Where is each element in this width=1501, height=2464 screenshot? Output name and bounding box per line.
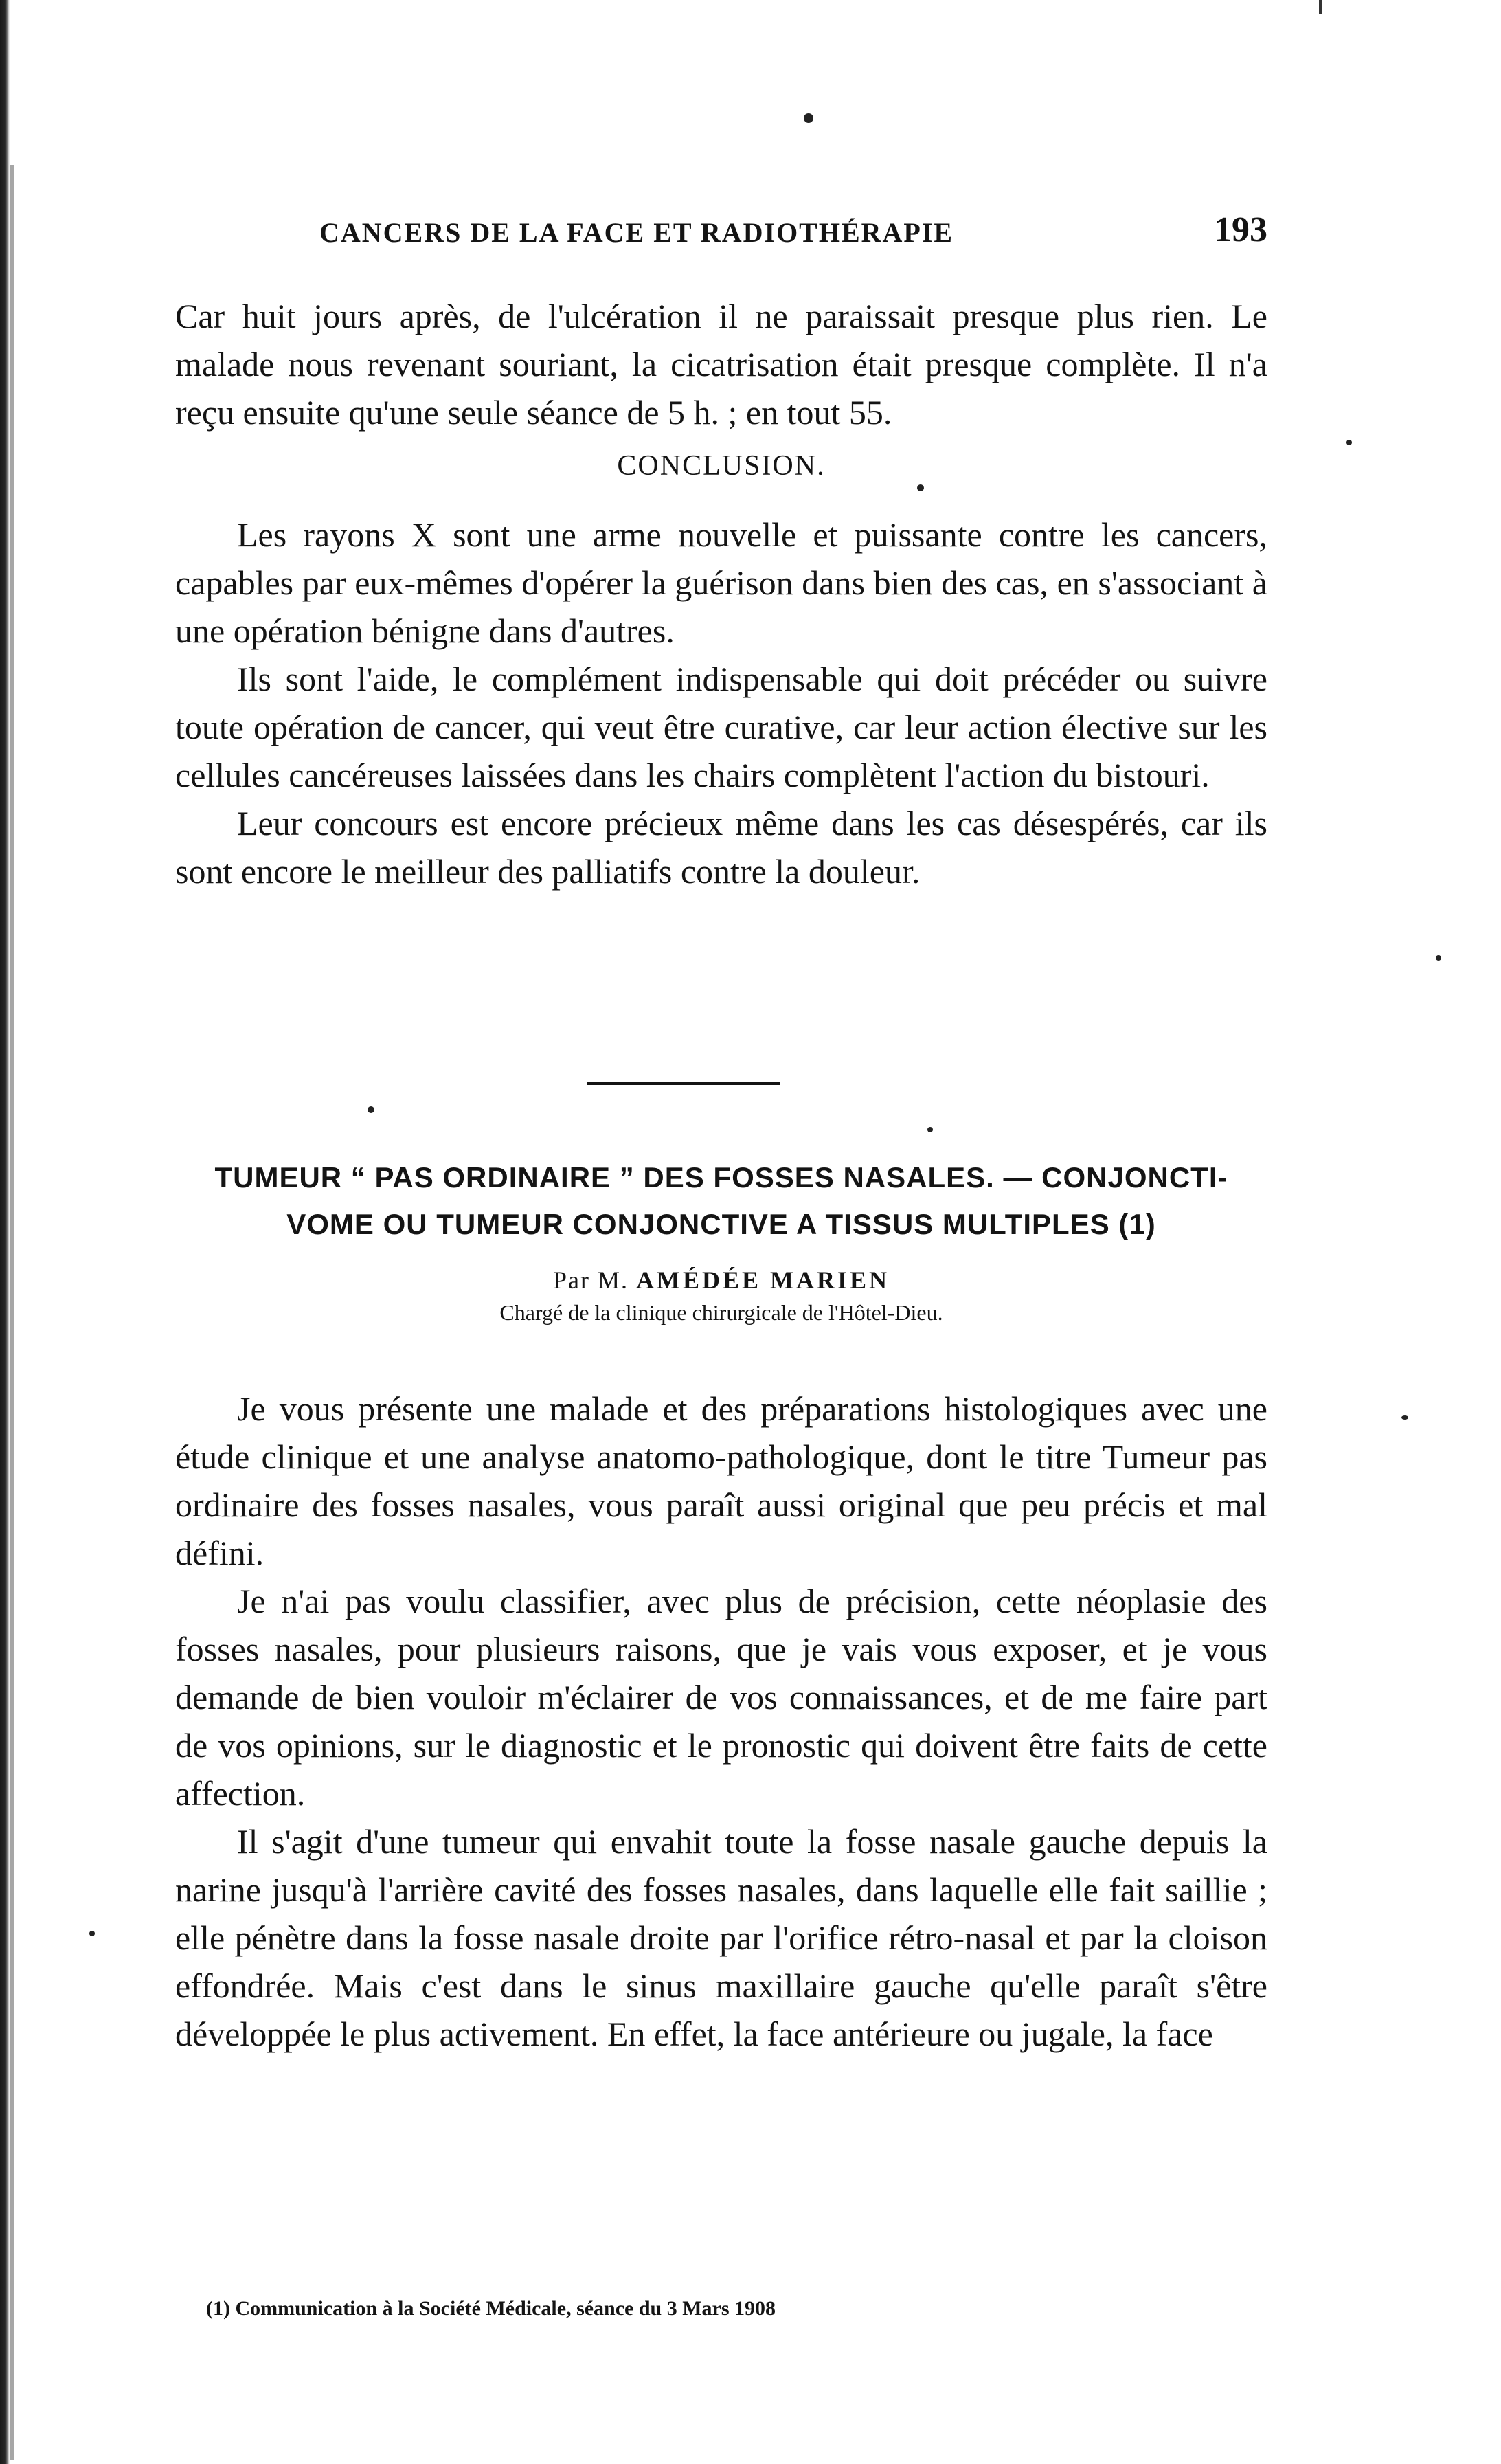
running-head: [175, 210, 1267, 258]
scan-edge-shadow: [10, 165, 14, 2460]
article-body: [175, 1385, 1267, 2058]
paragraph: Je n'ai pas voulu classifier, avec plus de précision, cette néoplasie des fosses nasales, pour plusieurs raisons, que je vais vous exposer, et je vous demande de bien vouloir m'éclairer de vos connaissances, et de me faire part de vos opinions, sur le diagnostic et le pronostic qui doivent être faits de cette affection.: [175, 1582, 1267, 1813]
scan-speck: [368, 1106, 374, 1113]
paragraph: Leur concours est encore précieux même dans les cas désespérés, car ils sont encore le meilleur des palliatifs contre la douleur.: [175, 804, 1267, 891]
page-number: 193: [1214, 210, 1267, 249]
scan-speck: [804, 113, 813, 123]
paragraph: Car huit jours après, de l'ulcération il ne paraissait presque plus rien. Le malade nous revenant souriant, la cicatrisation était presque complète. Il n'a reçu ensuite qu'une seule séance de 5 h. ; en tout 55.: [175, 297, 1267, 432]
section-heading: CONCLUSION.: [617, 450, 826, 482]
paragraph: Ils sont l'aide, le complément indispensable qui doit précéder ou suivre toute opération de cancer, qui veut être curative, car leur action élective sur les cellules cancéreuses laissées dans les chairs complètent l'action du bistouri.: [175, 660, 1267, 794]
article-title-line: TUMEUR “ PAS ORDINAIRE ” DES FOSSES NASALES. — CONJONCTI-: [214, 1161, 1228, 1194]
scan-speck: [1346, 440, 1352, 445]
scan-speck: [927, 1127, 933, 1132]
author-prefix: Par M.: [552, 1266, 629, 1294]
article-header: [175, 1154, 1267, 1328]
scan-speck: [1436, 955, 1441, 961]
scan-edge-left: [0, 0, 10, 2464]
running-title: CANCERS DE LA FACE ET RADIOTHÉRAPIE: [319, 217, 954, 248]
article-title-line: VOME OU TUMEUR CONJONCTIVE A TISSUS MULTIPLES (1): [286, 1208, 1156, 1240]
scan-speck: [89, 1931, 95, 1936]
scan-mark: [1319, 0, 1322, 14]
paragraph: Je vous présente une malade et des préparations histologiques avec une étude clinique et une analyse anatomo-pathologique, dont le titre Tumeur pas ordinaire des fosses nasales, vous paraît aussi original que peu précis et mal défini.: [175, 1389, 1267, 1572]
author-line: [175, 1263, 1267, 1297]
paragraph: Les rayons X sont une arme nouvelle et puissante contre les cancers, capables par eux-mêmes d'opérer la guérison dans bien des cas, en s'associant à une opération bénigne dans d'autres.: [175, 515, 1267, 650]
author-name: AMÉDÉE MARIEN: [635, 1266, 890, 1294]
scan-speck: [1401, 1415, 1408, 1420]
author-affiliation: Chargé de la clinique chirurgicale de l'Hôtel-Dieu.: [499, 1300, 943, 1325]
footnote: (1) Communication à la Société Médicale, séance du 3 Mars 1908: [206, 2297, 776, 2320]
paragraph: Il s'agit d'une tumeur qui envahit toute la fosse nasale gauche depuis la narine jusqu'à l'arrière cavité des fosses nasales, dans laquelle elle fait saillie ; elle pénètre dans la fosse nasale droite par l'orifice rétro-nasal et par la cloison effondrée. Mais c'est dans le sinus maxillaire gauche qu'elle paraît s'être développée le plus activement. En effet, la face antérieure ou jugale, la face: [175, 1822, 1267, 2053]
section-divider: [587, 1082, 780, 1085]
page-body: [175, 292, 1267, 895]
